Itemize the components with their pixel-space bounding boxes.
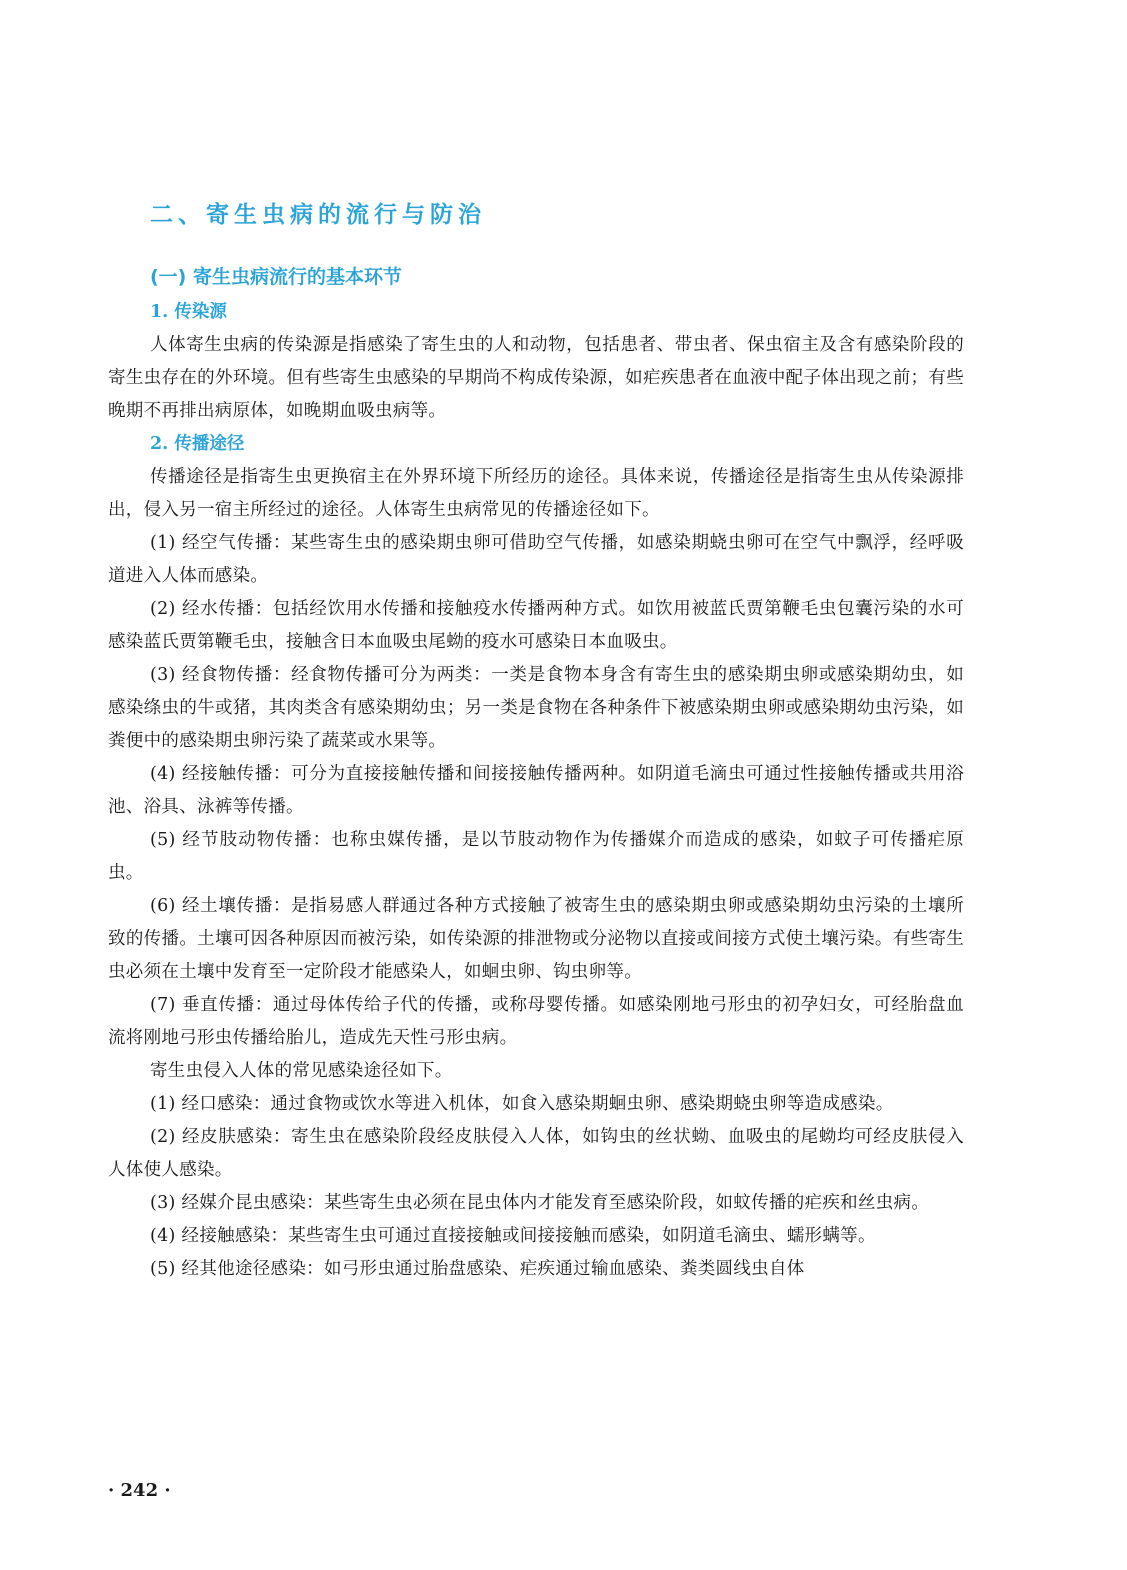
paragraph: 传播途径是指寄生虫更换宿主在外界环境下所经历的途径。具体来说，传播途径是指寄生虫从传染源排出，侵入另一宿主所经过的途径。人体寄生虫病常见的传播途径如下。 (108, 467, 964, 520)
paragraph: (4) 经接触传播：可分为直接接触传播和间接接触传播两种。如阴道毛滴虫可通过性接触传播或共用浴池、浴具、泳裤等传播。 (108, 764, 964, 817)
paragraph: (6) 经土壤传播：是指易感人群通过各种方式接触了被寄生虫的感染期虫卵或感染期幼虫污染的土壤所致的传播。土壤可因各种原因而被污染，如传染源的排泄物或分泌物以直接或间接方式使土壤污染。有些寄生虫必须在土壤中发育至一定阶段才能感染人，如蛔虫卵、钩虫卵等。 (108, 896, 964, 982)
paragraph: (2) 经水传播：包括经饮用水传播和接触疫水传播两种方式。如饮用被蓝氏贾第鞭毛虫包囊污染的水可感染蓝氏贾第鞭毛虫，接触含日本血吸虫尾蚴的疫水可感染日本血吸虫。 (108, 599, 964, 652)
paragraph: (1) 经口感染：通过食物或饮水等进入机体，如食入感染期蛔虫卵、感染期蛲虫卵等造成感染。 (150, 1094, 894, 1114)
page-number: · 242 · (108, 1480, 171, 1501)
section-title: 二、寄生虫病的流行与防治 (150, 202, 486, 228)
section-heading: 2. 传播途径 (150, 434, 245, 454)
paragraph: (3) 经食物传播：经食物传播可分为两类：一类是食物本身含有寄生虫的感染期虫卵或感染期幼虫，如感染绦虫的牛或猪，其肉类含有感染期幼虫；另一类是食物在各种条件下被感染期虫卵或感染期幼虫污染，如粪便中的感染期虫卵污染了蔬菜或水果等。 (108, 665, 964, 751)
section-heading: 1. 传染源 (150, 302, 227, 322)
paragraph: (5) 经其他途径感染：如弓形虫通过胎盘感染、疟疾通过输血感染、粪类圆线虫自体 (150, 1259, 805, 1279)
paragraph: 人体寄生虫病的传染源是指感染了寄生虫的人和动物，包括患者、带虫者、保虫宿主及含有感染阶段的寄生虫存在的外环境。但有些寄生虫感染的早期尚不构成传染源，如疟疾患者在血液中配子体出现之前；有些晚期不再排出病原体，如晚期血吸虫病等。 (108, 335, 964, 421)
subsection-title: (一) 寄生虫病流行的基本环节 (150, 266, 402, 288)
paragraph: (3) 经媒介昆虫感染：某些寄生虫必须在昆虫体内才能发育至感染阶段，如蚊传播的疟疾和丝虫病。 (150, 1193, 930, 1213)
paragraph: (7) 垂直传播：通过母体传给子代的传播，或称母婴传播。如感染刚地弓形虫的初孕妇女，可经胎盘血流将刚地弓形虫传播给胎儿，造成先天性弓形虫病。 (108, 995, 964, 1048)
paragraph: (2) 经皮肤感染：寄生虫在感染阶段经皮肤侵入人体，如钩虫的丝状蚴、血吸虫的尾蚴均可经皮肤侵入人体使人感染。 (108, 1127, 964, 1180)
paragraph: (1) 经空气传播：某些寄生虫的感染期虫卵可借助空气传播，如感染期蛲虫卵可在空气中飘浮，经呼吸道进入人体而感染。 (108, 533, 964, 586)
body-text (108, 296, 964, 1286)
paragraph: (4) 经接触感染：某些寄生虫可通过直接接触或间接接触而感染，如阴道毛滴虫、蠕形螨等。 (150, 1226, 876, 1246)
paragraph: (5) 经节肢动物传播：也称虫媒传播，是以节肢动物作为传播媒介而造成的感染，如蚊子可传播疟原虫。 (108, 830, 964, 883)
paragraph: 寄生虫侵入人体的常见感染途径如下。 (150, 1061, 453, 1081)
